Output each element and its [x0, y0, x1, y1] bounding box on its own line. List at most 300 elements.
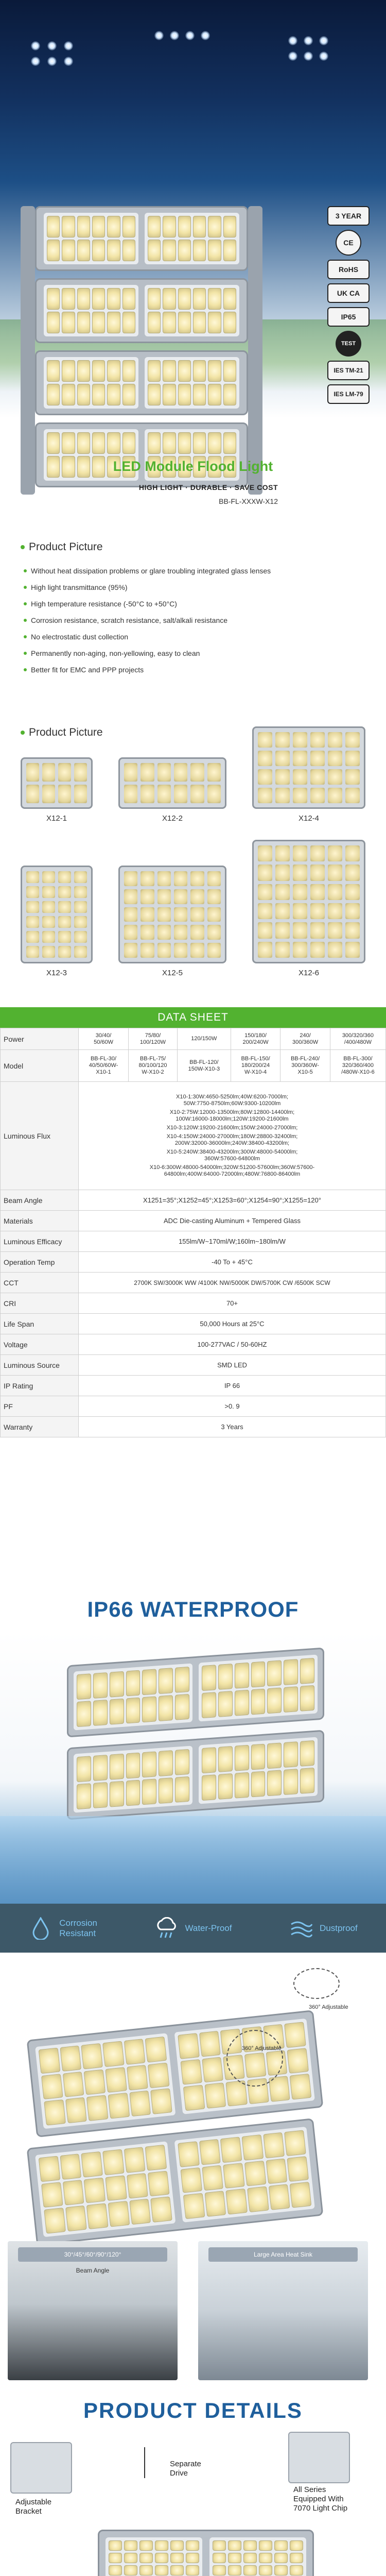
table-cell: IP 66 [79, 1376, 386, 1396]
led-chip [65, 2206, 87, 2231]
led-chip [157, 925, 171, 940]
table-cell: 50,000 Hours at 25°C [79, 1314, 386, 1334]
table-row [1, 1396, 386, 1417]
led-chip [259, 2540, 272, 2551]
led-chip [110, 1754, 124, 1780]
led-chip [275, 884, 290, 900]
led-chip [328, 922, 342, 938]
led-chip [345, 732, 360, 748]
lamp-module [67, 1648, 324, 1738]
led-chip [208, 240, 221, 261]
led-chip [190, 907, 204, 922]
led-chip [124, 785, 137, 803]
led-chip [163, 288, 176, 310]
led-chip [300, 1658, 314, 1684]
led-chip [183, 2193, 205, 2219]
ies-lm79-badge: IES LM-79 [327, 384, 370, 404]
led-chip [81, 2043, 103, 2069]
led-chip [243, 2565, 257, 2575]
led-chip [275, 845, 290, 861]
section-heading [21, 726, 103, 739]
led-chip [180, 2167, 202, 2193]
led-chip [174, 871, 187, 886]
table-cell: >0. 9 [79, 1396, 386, 1417]
table-cell: 120/150W [177, 1028, 231, 1050]
led-chip [202, 1774, 216, 1801]
led-chip [44, 2208, 65, 2233]
feature-item [24, 579, 363, 596]
row-label: IP Rating [1, 1376, 79, 1396]
led-chip [190, 871, 204, 886]
led-chip [266, 2158, 287, 2184]
led-chip [92, 216, 105, 238]
led-chip [293, 922, 307, 938]
led-chip [126, 1670, 141, 1697]
led-chip [150, 2197, 172, 2223]
led-chip [58, 946, 71, 958]
led-chip [202, 1665, 216, 1691]
led-chip [300, 1768, 314, 1794]
led-chip [157, 943, 171, 958]
led-chip [293, 788, 307, 803]
beam-angle-label: Beam Angle [76, 2267, 110, 2274]
waterproof-title: IP66 WATERPROOF [87, 1597, 299, 1621]
stadium-light [154, 31, 164, 40]
led-chip [208, 312, 221, 333]
led-chip [148, 2171, 169, 2196]
led-chip [247, 2187, 269, 2212]
led-chip [62, 312, 75, 333]
table-cell: ADC Die-casting Aluminum + Tempered Glass [79, 1211, 386, 1231]
rohs-badge: RoHS [327, 260, 370, 279]
feature-text: Permanently non-aging, non-yellowing, easy to clean [31, 649, 200, 657]
led-chip [107, 240, 120, 261]
led-chip [74, 916, 87, 928]
led-chip [220, 2137, 242, 2162]
led-chip [163, 240, 176, 261]
led-chip [42, 871, 55, 883]
rotation-arc [293, 1968, 340, 1999]
feature-list [24, 563, 363, 678]
led-chip [47, 384, 60, 405]
led-chip [223, 384, 236, 405]
led-chip [148, 384, 161, 405]
led-chip [193, 216, 206, 238]
table-cell: X1251=35°;X1252=45°;X1253=60°;X1254=90°;X1255=120° [79, 1190, 386, 1211]
led-chip [102, 2149, 124, 2175]
section-heading-label: Product Picture [29, 541, 103, 553]
led-chip [47, 240, 60, 261]
table-cell: 2700K SW/3000K WW /4100K NW/5000K DW/5700K CW /6500K SCW [79, 1273, 386, 1293]
bullet-icon [24, 569, 27, 572]
led-chip [328, 942, 342, 958]
led-chip [204, 2083, 226, 2109]
led-chip [26, 785, 39, 803]
led-chip [290, 2540, 303, 2551]
feature-text: High light transmittance (95%) [31, 583, 128, 591]
led-chip [310, 732, 325, 748]
row-label: Model [1, 1050, 79, 1082]
feature-dustproof [289, 1916, 358, 1941]
led-chip [284, 1769, 298, 1795]
led-panel [44, 213, 138, 264]
lamp-module [35, 350, 248, 415]
table-row [1, 1231, 386, 1252]
lamp-module [98, 2530, 314, 2576]
led-chip [141, 763, 154, 782]
led-chip [105, 2175, 127, 2201]
table-cell: BB-FL-150/ 180/200/24 W-X10-4 [231, 1050, 280, 1082]
led-chip [84, 2177, 106, 2203]
led-chip [259, 2553, 272, 2563]
led-chip [223, 288, 236, 310]
led-chip [60, 2045, 81, 2071]
led-chip [263, 2132, 285, 2158]
stadium-light [319, 36, 328, 45]
led-chip [127, 2064, 148, 2090]
detail-caption: Separate Drive [170, 2460, 201, 2478]
led-chip [328, 903, 342, 919]
led-chip [174, 763, 187, 782]
led-chip [267, 1660, 282, 1686]
led-chip [186, 2553, 199, 2563]
led-chip [284, 1659, 298, 1685]
led-chip [93, 1672, 108, 1699]
led-chip [275, 903, 290, 919]
led-chip [107, 384, 120, 405]
led-chip [290, 2074, 311, 2099]
table-cell: SMD LED [79, 1355, 386, 1376]
table-row [1, 1028, 386, 1050]
lamp-module [27, 2118, 324, 2245]
led-chip [251, 1689, 266, 1715]
led-chip [62, 216, 75, 238]
led-chip [122, 360, 135, 382]
rain-cloud-icon [154, 1916, 179, 1941]
led-chip [110, 1781, 124, 1807]
stadium-light [201, 31, 210, 40]
led-chip [141, 907, 154, 922]
callout-line [144, 2447, 145, 2478]
led-chip [190, 763, 204, 782]
led-chip [107, 216, 120, 238]
led-chip [208, 360, 221, 382]
led-chip [328, 732, 342, 748]
led-chip [84, 2069, 106, 2095]
bullet-icon [24, 635, 27, 638]
led-chip [170, 2540, 184, 2551]
stadium-light [47, 57, 57, 66]
led-panel [209, 2537, 306, 2576]
section-heading [21, 541, 103, 553]
led-chip [26, 871, 39, 883]
feature-item [24, 629, 363, 645]
row-label: Luminous Efficacy [1, 1231, 79, 1252]
table-row [1, 1273, 386, 1293]
led-chip [77, 312, 90, 333]
led-chip [92, 432, 105, 454]
led-chip [235, 1690, 249, 1716]
table-cell: 3 Years [79, 1417, 386, 1437]
beam-angle-bar: 30°/45°/60°/90°/120° [18, 2247, 167, 2262]
row-label: Warranty [1, 1417, 79, 1437]
table-cell: 155lm/W~170ml/W;160lm~180lm/W [79, 1231, 386, 1252]
table-cell: BB-FL-300/ 320/360/400 /480W-X10-6 [330, 1050, 385, 1082]
variant-label: X12-2 [162, 814, 183, 823]
led-chip [300, 1685, 314, 1711]
led-chip [77, 1701, 91, 1727]
bracket-thumbnail [10, 2442, 72, 2494]
led-chip [293, 903, 307, 919]
led-chip [124, 763, 137, 782]
led-chip [92, 288, 105, 310]
led-chip [139, 2565, 153, 2575]
stadium-light [288, 36, 297, 45]
stadium-light [170, 31, 179, 40]
feature-label: Corrosion Resistant [59, 1918, 97, 1938]
led-chip [310, 884, 325, 900]
led-chip [251, 1771, 266, 1798]
led-chip [328, 884, 342, 900]
row-label: Voltage [1, 1334, 79, 1355]
led-chip [174, 925, 187, 940]
water-splash [0, 1816, 386, 1904]
table-row [1, 1211, 386, 1231]
led-chip [235, 1745, 249, 1771]
led-chip [178, 384, 191, 405]
flux-line: X10-2:75W:12000-13500lm;80W:12800-14400lm; 100W:16000-18000lm;120W:19200-21600lm [169, 1109, 295, 1122]
led-chip [275, 865, 290, 880]
led-chip [345, 884, 360, 900]
led-chip [207, 907, 221, 922]
led-panel [74, 1663, 192, 1730]
led-chip [223, 312, 236, 333]
led-chip [284, 1686, 298, 1713]
led-chip [345, 751, 360, 766]
waterproof-feature-bar [0, 1904, 386, 1953]
warranty-badge: 3 YEAR [327, 206, 370, 226]
led-chip [102, 2041, 124, 2066]
led-chip [190, 943, 204, 958]
led-chip [139, 2540, 153, 2551]
led-chip [108, 2093, 130, 2119]
led-chip [157, 907, 171, 922]
hero-model-number: BB-FL-XXXW-X12 [219, 497, 278, 505]
led-chip [62, 2180, 84, 2206]
table-row [1, 1252, 386, 1273]
led-chip [293, 942, 307, 958]
led-chip [77, 360, 90, 382]
led-chip [207, 925, 221, 940]
led-chip [126, 1780, 141, 1806]
led-chip [275, 769, 290, 785]
led-chip [275, 788, 290, 803]
led-chip [157, 889, 171, 904]
bullet-icon [24, 586, 27, 589]
table-row [1, 1376, 386, 1396]
bullet-icon [24, 668, 27, 671]
adjustable-image [0, 1953, 386, 2241]
table-cell: BB-FL-75/ 80/100/120 W-X10-2 [129, 1050, 178, 1082]
led-chip [124, 889, 137, 904]
stadium-light [304, 36, 313, 45]
led-chip [157, 871, 171, 886]
led-chip [218, 1773, 233, 1800]
led-chip [92, 312, 105, 333]
led-chip [228, 2540, 241, 2551]
led-chip [141, 925, 154, 940]
led-chip [193, 312, 206, 333]
led-chip [159, 1750, 173, 1776]
led-chip [208, 384, 221, 405]
led-chip [62, 384, 75, 405]
ies-tm21-badge: IES TM-21 [327, 361, 370, 380]
certification-badges [325, 206, 372, 404]
stadium-light [304, 52, 313, 61]
led-chip [284, 1741, 298, 1768]
photo-row [0, 2241, 386, 2385]
led-chip [47, 360, 60, 382]
led-panel [145, 357, 239, 409]
led-chip [74, 785, 87, 803]
row-label: PF [1, 1396, 79, 1417]
variant-x12-4 [252, 726, 365, 823]
led-chip [310, 751, 325, 766]
details-title: PRODUCT DETAILS [83, 2398, 303, 2422]
led-chip [93, 1700, 108, 1726]
lamp-module [67, 1730, 324, 1820]
led-chip [223, 2163, 244, 2189]
led-chip [275, 922, 290, 938]
led-chip [345, 769, 360, 785]
led-chip [328, 751, 342, 766]
led-chip [127, 2173, 148, 2198]
led-chip [310, 942, 325, 958]
led-chip [218, 1691, 233, 1717]
led-chip [124, 2540, 137, 2551]
led-chip [150, 2089, 172, 2114]
feature-text: High temperature resistance (-50°C to +50°C) [31, 600, 177, 608]
row-label: Materials [1, 1211, 79, 1231]
table-row [1, 1314, 386, 1334]
led-chip [74, 901, 87, 913]
led-chip [47, 216, 60, 238]
bullet-icon [24, 619, 27, 622]
led-chip [199, 2031, 221, 2057]
led-chip [157, 763, 171, 782]
adjust-note: 360° Adjustable [242, 2045, 282, 2052]
led-chip [251, 1662, 266, 1688]
led-chip [244, 2160, 266, 2186]
led-chip [293, 769, 307, 785]
led-chip [47, 312, 60, 333]
table-row [1, 1190, 386, 1211]
led-chip [208, 216, 221, 238]
row-label: Beam Angle [1, 1190, 79, 1211]
led-chip [202, 1747, 216, 1773]
led-chip [293, 865, 307, 880]
feature-item [24, 596, 363, 612]
led-chip [155, 2565, 168, 2575]
row-label: CCT [1, 1273, 79, 1293]
led-chip [42, 886, 55, 898]
chip-thumbnail [288, 2432, 350, 2483]
led-chip [328, 865, 342, 880]
led-chip [77, 240, 90, 261]
led-chip [62, 288, 75, 310]
variant-label: X12-1 [46, 814, 67, 823]
feature-label: Dustproof [320, 1923, 358, 1933]
feature-text: Better fit for EMC and PPP projects [31, 666, 144, 674]
flux-line: X10-4:150W:24000-27000lm;180W:28800-32400lm; 200W:32000-36000lm;240W:38400-43200lm; [166, 1133, 298, 1146]
led-chip [226, 2189, 248, 2214]
led-chip [178, 288, 191, 310]
led-chip [310, 903, 325, 919]
stadium-light [288, 52, 297, 61]
led-chip [86, 2095, 108, 2121]
lamp-bracket [21, 206, 35, 495]
feature-item [24, 563, 363, 579]
table-cell: BB-FL-120/ 150W-X10-3 [177, 1050, 231, 1082]
led-chip [42, 763, 55, 782]
led-panel [106, 2537, 202, 2576]
led-panel [74, 1745, 192, 1812]
led-chip [129, 2091, 151, 2116]
led-chip [42, 931, 55, 943]
led-chip [202, 2057, 223, 2082]
led-chip [42, 946, 55, 958]
variant-x12-2 [118, 757, 226, 823]
led-chip [284, 2130, 306, 2156]
row-label: Luminous Flux [1, 1082, 79, 1190]
led-chip [142, 1696, 156, 1722]
led-chip [77, 384, 90, 405]
flux-line: X10-6:300W:48000-54000lm;320W:51200-57600lm;360W:57600- 64800lm;400W:64000-72000lm;480W:76800-86400lm [149, 1164, 315, 1177]
led-chip [74, 931, 87, 943]
led-chip [141, 785, 154, 803]
led-chip [163, 432, 176, 454]
led-chip [44, 2099, 65, 2125]
led-chip [258, 788, 272, 803]
led-chip [122, 312, 135, 333]
led-chip [190, 925, 204, 940]
led-chip [258, 732, 272, 748]
led-chip [287, 2048, 309, 2074]
led-chip [148, 240, 161, 261]
feature-text: Corrosion resistance, scratch resistance, salt/alkali resistance [31, 616, 228, 624]
led-chip [124, 2039, 145, 2064]
led-chip [193, 288, 206, 310]
led-chip [178, 240, 191, 261]
led-chip [345, 922, 360, 938]
feature-text: No electrostatic dust collection [31, 633, 129, 641]
table-cell: 150/180/ 200/240W [231, 1028, 280, 1050]
led-chip [174, 785, 187, 803]
led-chip [267, 1687, 282, 1714]
led-panel [44, 285, 138, 336]
led-chip [77, 288, 90, 310]
led-chip [129, 2199, 151, 2225]
led-chip [148, 432, 161, 454]
led-chip [62, 240, 75, 261]
variant-image [21, 757, 93, 809]
led-chip [345, 788, 360, 803]
led-chip [141, 871, 154, 886]
ip65-badge: IP65 [327, 307, 370, 327]
led-chip [242, 2134, 264, 2160]
lamp-module [27, 2010, 324, 2137]
led-chip [26, 901, 39, 913]
